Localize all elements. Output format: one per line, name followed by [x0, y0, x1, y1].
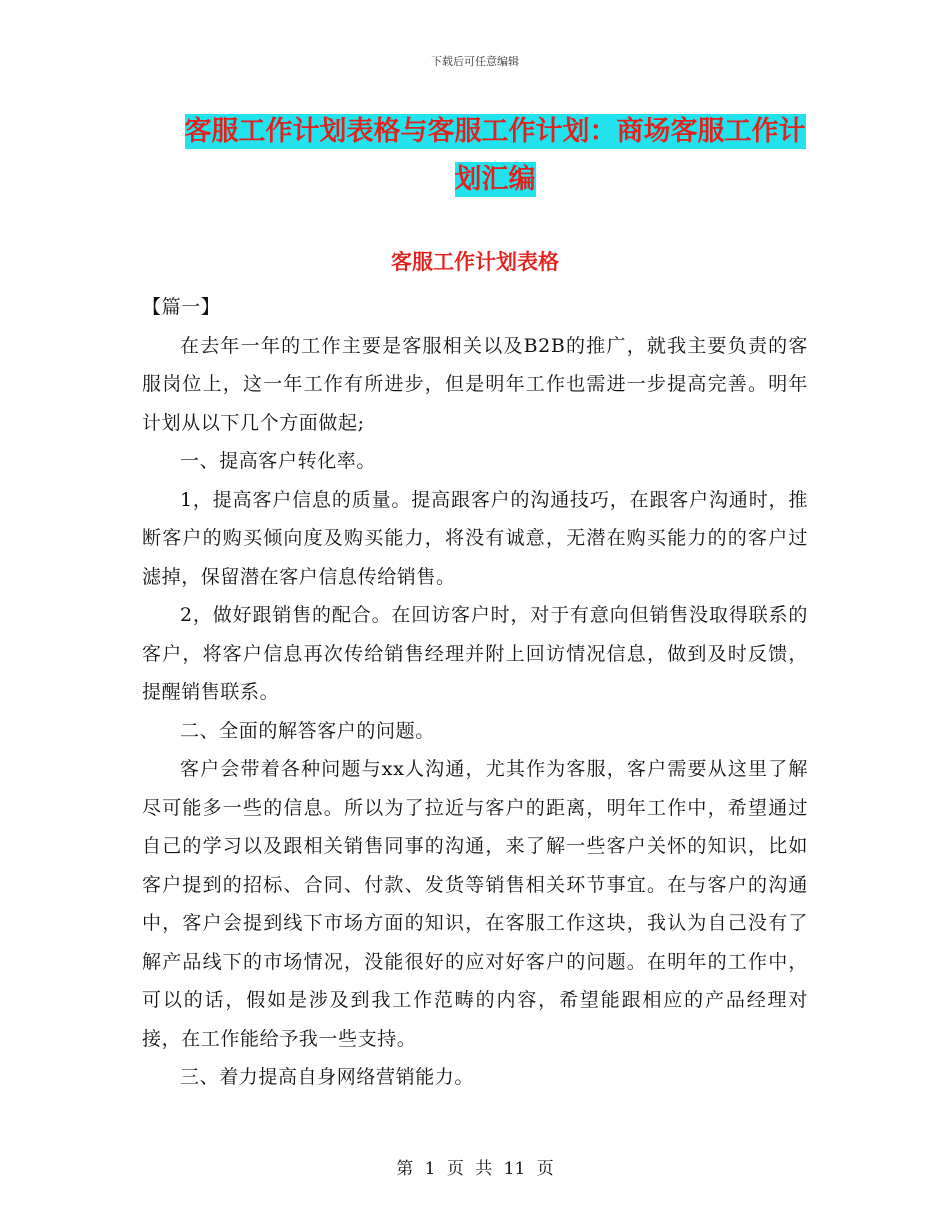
- paragraph: 在去年一年的工作主要是客服相关以及B2B的推广，就我主要负责的客服岗位上，这一年工作有所进步，但是明年工作也需进一步提高完善。明年计划从以下几个方面做起;: [142, 334, 808, 434]
- paragraph-heading: 三、着力提高自身网络营销能力。: [180, 1066, 475, 1088]
- paragraph: 1，提高客户信息的质量。提高跟客户的沟通技巧，在跟客户沟通时，推断客户的购买倾向度及购买能力，将没有诚意，无潜在购买能力的的客户过滤掉，保留潜在客户信息传给销售。: [142, 488, 808, 588]
- paragraph-chapter-label: 【篇一】: [142, 296, 221, 318]
- header-note: 下载后可任意编辑: [431, 55, 519, 68]
- paragraph-heading: 一、提高客户转化率。: [180, 450, 377, 472]
- section-title: 客服工作计划表格: [391, 250, 559, 274]
- paragraph: 2，做好跟销售的配合。在回访客户时，对于有意向但销售没取得联系的客户，将客户信息再次传给销售经理并附上回访情况信息，做到及时反馈，提醒销售联系。: [142, 604, 808, 703]
- document-title: [180, 108, 810, 204]
- page-number: 第 1 页 共 11 页: [396, 1159, 554, 1179]
- document-title-line-1: 客服工作计划表格与客服工作计划：商场客服工作计: [184, 116, 806, 147]
- document-body: [142, 288, 808, 1097]
- paragraph-heading: 二、全面的解答客户的问题。: [180, 719, 435, 742]
- paragraph: 客户会带着各种问题与xx人沟通，尤其作为客服，客户需要从这里了解尽可能多一些的信息。所以为了拉近与客户的距离，明年工作中，希望通过自己的学习以及跟相关销售同事的沟通，来了解一些客户关怀的知识，比如客户提到的招标、合同、付款、发货等销售相关环节事宜。在与客户的沟通中，客户会提到线下市场方面的知识，在客服工作这块，我认为自己没有了解产品线下的市场情况，没能很好的应对好客户的问题。在明年的工作中，可以的话，假如是涉及到我工作范畴的内容，希望能跟相应的产品经理对接，在工作能给予我一些支持。: [142, 758, 808, 1050]
- document-title-line-2: 划汇编: [454, 164, 536, 195]
